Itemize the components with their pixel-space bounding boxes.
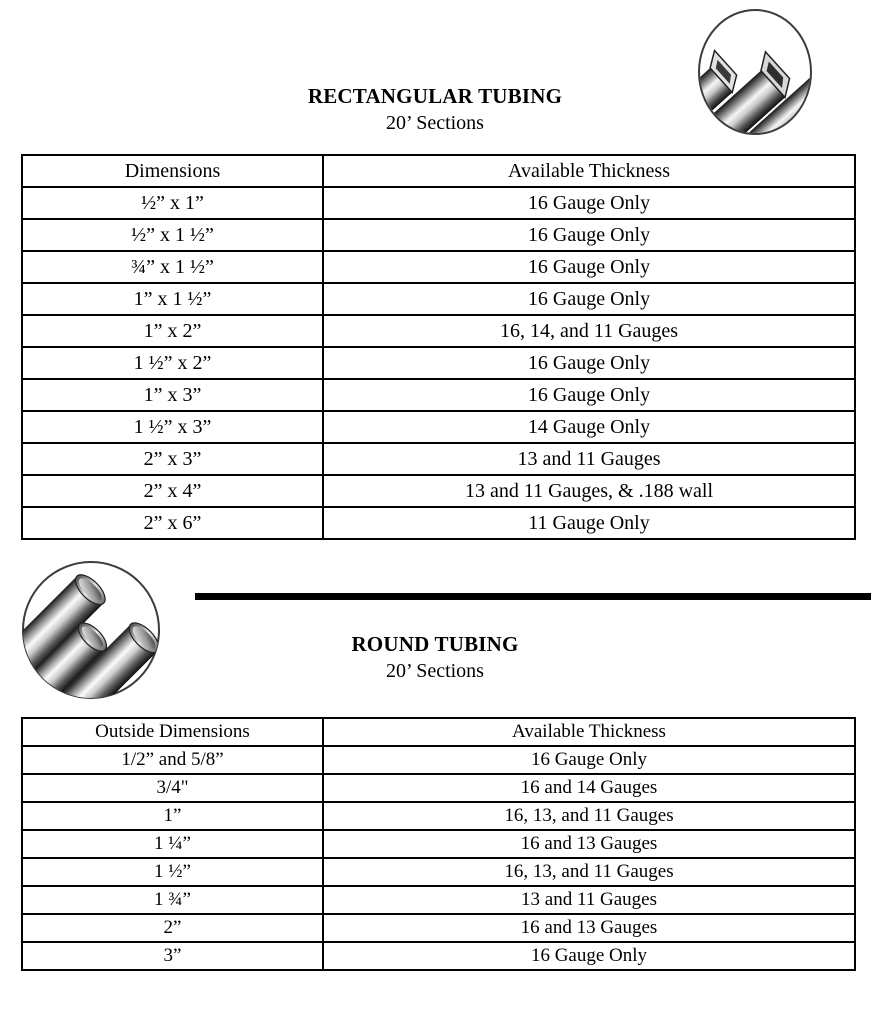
round-tubing-table [21,717,856,971]
dimension-cell: 1” x 2” [22,315,323,347]
dimension-cell: 1 ¼” [22,830,323,858]
dimension-cell: 1 ½” [22,858,323,886]
thickness-cell: 16 Gauge Only [323,283,855,315]
thickness-cell: 16, 14, and 11 Gauges [323,315,855,347]
table-row [22,802,855,830]
table-row [22,219,855,251]
section-round-heading [0,632,870,683]
dimension-cell: 2” x 6” [22,507,323,539]
table-row [22,942,855,970]
table-row [22,347,855,379]
table-row [22,251,855,283]
table-row [22,914,855,942]
dimension-cell: 2” x 3” [22,443,323,475]
rectangular-tubing-subtitle: 20’ Sections [386,112,484,134]
thickness-cell: 13 and 11 Gauges [323,886,855,914]
thickness-cell: 16 Gauge Only [323,347,855,379]
rectangular-tubing-table [21,154,856,540]
table-row [22,830,855,858]
thickness-cell: 16, 13, and 11 Gauges [323,858,855,886]
section-divider-rule [195,593,871,600]
table-row [22,443,855,475]
thickness-cell: 16 Gauge Only [323,219,855,251]
column-header: Dimensions [22,155,323,187]
dimension-cell: 1/2” and 5/8” [22,746,323,774]
section-rectangular-heading [0,84,870,135]
dimension-cell: 1” x 3” [22,379,323,411]
table-row [22,858,855,886]
thickness-cell: 16 and 13 Gauges [323,830,855,858]
round-tubing-subtitle: 20’ Sections [386,660,484,682]
table-row [22,283,855,315]
dimension-cell: 1 ½” x 3” [22,411,323,443]
dimension-cell: 2” [22,914,323,942]
table-row [22,411,855,443]
column-header: Available Thickness [323,155,855,187]
table-header-row [22,155,855,187]
table-row [22,886,855,914]
dimension-cell: 3” [22,942,323,970]
table-row [22,187,855,219]
dimension-cell: ½” x 1 ½” [22,219,323,251]
thickness-cell: 11 Gauge Only [323,507,855,539]
table-row [22,774,855,802]
table-header-row [22,718,855,746]
thickness-cell: 13 and 11 Gauges, & .188 wall [323,475,855,507]
dimension-cell: 1 ¾” [22,886,323,914]
thickness-cell: 16 and 13 Gauges [323,914,855,942]
table-row [22,507,855,539]
thickness-cell: 16 Gauge Only [323,942,855,970]
thickness-cell: 16 Gauge Only [323,251,855,283]
thickness-cell: 16, 13, and 11 Gauges [323,802,855,830]
dimension-cell: 1 ½” x 2” [22,347,323,379]
column-header: Outside Dimensions [22,718,323,746]
thickness-cell: 16 and 14 Gauges [323,774,855,802]
table-row [22,315,855,347]
dimension-cell: 2” x 4” [22,475,323,507]
dimension-cell: 3/4" [22,774,323,802]
dimension-cell: ¾” x 1 ½” [22,251,323,283]
dimension-cell: ½” x 1” [22,187,323,219]
dimension-cell: 1” [22,802,323,830]
thickness-cell: 16 Gauge Only [323,379,855,411]
thickness-cell: 14 Gauge Only [323,411,855,443]
table-row [22,746,855,774]
round-tubing-title: ROUND TUBING [351,632,519,656]
thickness-cell: 16 Gauge Only [323,187,855,219]
table-row [22,475,855,507]
thickness-cell: 16 Gauge Only [323,746,855,774]
thickness-cell: 13 and 11 Gauges [323,443,855,475]
column-header: Available Thickness [323,718,855,746]
dimension-cell: 1” x 1 ½” [22,283,323,315]
rectangular-tubing-title: RECTANGULAR TUBING [307,84,563,108]
table-row [22,379,855,411]
